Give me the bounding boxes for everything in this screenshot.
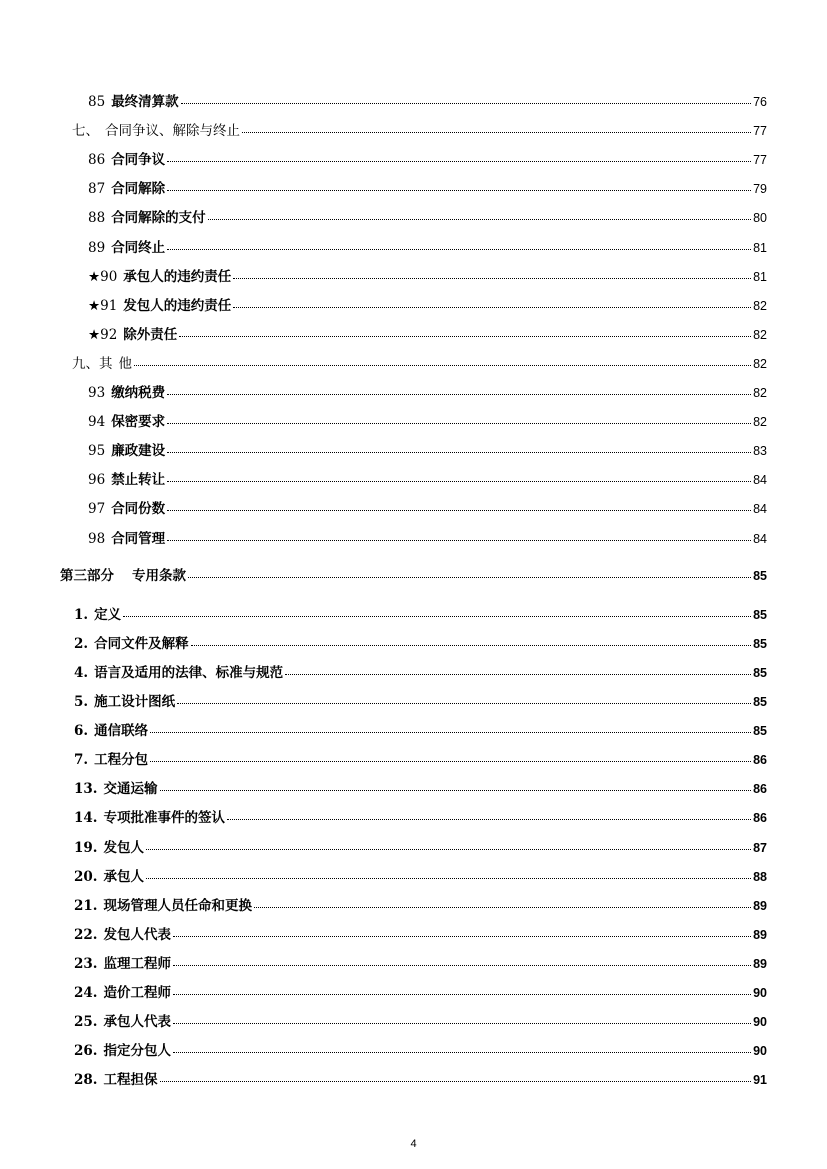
toc-entry[interactable] [88, 298, 767, 314]
toc-leader-dots [167, 394, 751, 395]
toc-entry-title: 除外责任 [123, 326, 178, 343]
toc-entry-label [88, 94, 179, 110]
toc-entry-page: 85 [753, 568, 767, 583]
toc-entry-number: 98 [88, 530, 106, 547]
toc-leader-dots [254, 907, 751, 908]
toc-entry[interactable] [88, 443, 767, 459]
toc-entry-page: 77 [753, 124, 767, 139]
toc-leader-dots [233, 278, 751, 279]
toc-entry-number: 5. [74, 694, 89, 710]
toc-entry-label [74, 1043, 171, 1059]
toc-entry-page: 84 [753, 531, 767, 546]
toc-entry-title: 合同解除 [111, 181, 166, 198]
toc-entry-title: 他 [118, 355, 132, 372]
toc-entry-page: 85 [753, 665, 767, 680]
toc-entry[interactable] [88, 181, 767, 197]
toc-entry-page: 82 [753, 356, 767, 371]
toc-entry-number: 26. [74, 1043, 98, 1060]
toc-leader-dots [146, 878, 751, 879]
toc-entry[interactable] [74, 723, 767, 739]
toc-entry-title: 指定分包人 [103, 1043, 171, 1060]
toc-leader-dots [167, 161, 751, 162]
toc-entry-page: 82 [753, 298, 767, 313]
toc-entry[interactable] [88, 269, 767, 285]
toc-leader-dots [160, 790, 752, 791]
toc-entry[interactable] [74, 665, 767, 681]
toc-entry-page: 85 [753, 607, 767, 622]
toc-entry-number: 95 [88, 443, 106, 460]
toc-entry-page: 89 [753, 898, 767, 913]
toc-entry-title: 施工设计图纸 [94, 694, 176, 710]
toc-entry[interactable] [60, 568, 767, 584]
toc-entry-page: 91 [753, 1073, 767, 1088]
toc-leader-dots [167, 452, 751, 453]
toc-leader-dots [167, 423, 751, 424]
toc-entry-page: 84 [753, 502, 767, 517]
toc-entry-page: 82 [753, 415, 767, 430]
toc-leader-dots [160, 1081, 752, 1082]
toc-entry[interactable] [74, 1072, 767, 1088]
toc-entry-title: 最终清算款 [111, 94, 179, 110]
toc-leader-dots [167, 481, 751, 482]
toc-leader-dots [285, 674, 751, 675]
toc-entry-title: 工程担保 [103, 1072, 158, 1089]
toc-entry-label [88, 501, 165, 517]
toc-entry-page: 81 [753, 269, 767, 284]
toc-entry-label [88, 152, 165, 168]
toc-leader-dots [173, 936, 751, 937]
toc-entry[interactable] [88, 472, 767, 488]
toc-entry-number: ★91 [88, 297, 118, 314]
toc-entry-title: 发包人的违约责任 [123, 297, 232, 314]
toc-entry-title: 合同解除的支付 [111, 210, 206, 227]
toc-entry[interactable] [74, 927, 767, 943]
toc-entry-page: 89 [753, 927, 767, 942]
toc-leader-dots [177, 703, 751, 704]
toc-entry-title: 通信联络 [94, 723, 149, 740]
toc-entry-number: 19. [74, 839, 98, 856]
toc-entry-number: 25. [74, 1014, 98, 1031]
toc-entry-title: 现场管理人员任命和更换 [103, 897, 252, 914]
toc-leader-dots [227, 819, 751, 820]
toc-entry-label [74, 810, 225, 826]
toc-entry[interactable] [72, 123, 767, 139]
toc-leader-dots [134, 365, 751, 366]
toc-entry-title: 承包人的违约责任 [123, 268, 232, 285]
toc-entry-title: 禁止转让 [111, 472, 166, 489]
toc-entry-page: 76 [753, 95, 767, 109]
toc-leader-dots [167, 510, 751, 511]
toc-entry-page: 85 [753, 724, 767, 739]
toc-entry-label [74, 1072, 158, 1088]
toc-entry-label [88, 472, 165, 488]
toc-entry-label [74, 607, 121, 623]
toc-entry-page: 88 [753, 869, 767, 884]
toc-entry-page: 83 [753, 444, 767, 459]
toc-entry-label [88, 385, 165, 401]
toc-entry-label [72, 356, 132, 372]
toc-entry-title: 缴纳税费 [111, 385, 166, 401]
toc-leader-dots [173, 1052, 751, 1053]
toc-entry-title: 发包人 [103, 839, 144, 856]
toc-entry-title: 合同终止 [111, 239, 166, 256]
toc-entry[interactable] [74, 1043, 767, 1059]
toc-entry-number: 24. [74, 985, 98, 1001]
toc-leader-dots [173, 1023, 751, 1024]
toc-leader-dots [167, 249, 751, 250]
toc-entry-page: 90 [753, 1044, 767, 1059]
toc-entry-number: 6. [74, 723, 89, 740]
toc-entry-title: 廉政建设 [111, 443, 166, 460]
toc-entry-title: 承包人代表 [103, 1014, 171, 1031]
toc-entry[interactable] [74, 636, 767, 652]
toc-entry-number: 93 [88, 385, 106, 401]
toc-entry-page: 87 [753, 840, 767, 855]
toc-entry[interactable] [72, 356, 767, 372]
toc-entry-title: 专项批准事件的签认 [103, 810, 225, 827]
toc-entry-label [88, 269, 231, 285]
toc-leader-dots [173, 965, 751, 966]
toc-entry[interactable] [74, 985, 767, 1001]
toc-entry-title: 造价工程师 [103, 985, 171, 1001]
toc-entry-number: 九、其 [72, 355, 113, 372]
toc-entry-number: 22. [74, 926, 98, 943]
toc-entry[interactable] [74, 956, 767, 972]
toc-entry[interactable] [74, 781, 767, 797]
toc-entry-page: 90 [753, 1015, 767, 1030]
toc-entry[interactable] [74, 898, 767, 914]
toc-entry[interactable] [74, 840, 767, 856]
toc-entry-number: 2. [74, 635, 89, 652]
toc-entry-label [88, 443, 165, 459]
toc-entry-number: 14. [74, 810, 98, 827]
toc-entry-title: 发包人代表 [103, 926, 171, 943]
toc-entry-number: 21. [74, 897, 98, 914]
toc-entry-number: 88 [88, 210, 106, 227]
toc-entry-label [60, 568, 186, 584]
toc-leader-dots [167, 540, 751, 541]
toc-leader-dots [173, 994, 751, 995]
toc-entry-label [74, 752, 148, 768]
toc-entry-page: 84 [753, 473, 767, 488]
toc-entry-page: 86 [753, 753, 767, 768]
toc-entry-title: 合同争议、解除与终止 [105, 123, 240, 140]
toc-entry-label [74, 956, 171, 972]
toc-entry-title: 承包人 [103, 868, 144, 885]
toc-entry-page: 77 [753, 153, 767, 168]
toc-entry-label [74, 694, 175, 710]
toc-entry-label [88, 240, 165, 256]
toc-entry-number: ★90 [88, 268, 118, 285]
toc-entry-page: 81 [753, 240, 767, 255]
toc-entry[interactable] [74, 694, 767, 710]
toc-leader-dots [181, 103, 751, 104]
toc-leader-dots [179, 336, 751, 337]
toc-entry-label [88, 210, 206, 226]
toc-entry-label [74, 636, 189, 652]
toc-entry-number: 1. [74, 606, 89, 623]
toc-leader-dots [208, 219, 751, 220]
toc-entry-page: 86 [753, 782, 767, 797]
toc-entry-page: 90 [753, 986, 767, 1000]
toc-entry-label [72, 123, 240, 139]
toc-entry-page: 86 [753, 811, 767, 826]
toc-entry-label [88, 298, 231, 314]
toc-entry[interactable] [74, 752, 767, 768]
toc-entry-page: 85 [753, 695, 767, 709]
toc-entry-title: 工程分包 [94, 752, 149, 769]
toc-entry[interactable] [88, 385, 767, 401]
toc-entry-number: 七、 [72, 123, 99, 140]
toc-entry-label [74, 985, 171, 1001]
toc-entry-number: 4. [74, 664, 89, 681]
toc-entry[interactable] [88, 327, 767, 343]
toc-entry-number: 97 [88, 501, 106, 518]
toc-leader-dots [123, 616, 751, 617]
toc-entry-title: 语言及适用的法律、标准与规范 [94, 664, 284, 681]
toc-entry-title: 保密要求 [111, 414, 166, 431]
toc-leader-dots [191, 645, 752, 646]
toc-entry-number: 87 [88, 181, 106, 198]
toc-entry-number: 89 [88, 239, 106, 256]
toc-entry-number: 20. [74, 868, 98, 885]
toc-entry-number: 28. [74, 1072, 98, 1089]
toc-entry-number: 第三部分 [60, 567, 114, 584]
toc-entry-page: 82 [753, 386, 767, 400]
toc-entry-title: 合同份数 [111, 501, 166, 518]
toc-leader-dots [167, 190, 751, 191]
toc-entry[interactable] [88, 414, 767, 430]
toc-entry-label [74, 781, 158, 797]
toc-entry-number: 85 [88, 94, 106, 110]
toc-entry-title: 专用条款 [132, 567, 186, 584]
toc-entry-number: 96 [88, 472, 106, 489]
toc-entry[interactable] [74, 869, 767, 885]
page-number: 4 [410, 1138, 417, 1150]
toc-entry-title: 交通运输 [103, 781, 158, 798]
toc-entry[interactable] [88, 501, 767, 517]
toc-leader-dots [242, 132, 751, 133]
toc-leader-dots [233, 307, 751, 308]
toc-entry-page: 85 [753, 636, 767, 651]
toc-entry-title: 监理工程师 [103, 955, 171, 972]
toc-entry-label [88, 327, 177, 343]
toc-entry-page: 80 [753, 211, 767, 226]
toc-leader-dots [150, 732, 751, 733]
toc-entry-label [74, 723, 148, 739]
toc-leader-dots [146, 849, 751, 850]
toc-entry[interactable] [88, 531, 767, 547]
toc-entry-number: 86 [88, 152, 106, 169]
toc-entry[interactable] [88, 94, 767, 110]
toc-entry-number: 13. [74, 781, 98, 798]
toc-entry[interactable] [74, 810, 767, 826]
toc-entry-number: 7. [74, 752, 89, 769]
toc-leader-dots [150, 761, 751, 762]
toc-entry[interactable] [74, 1014, 767, 1030]
toc-entry-page: 82 [753, 327, 767, 342]
toc-entry-label [74, 840, 144, 856]
toc-entry-title: 合同管理 [111, 530, 166, 547]
toc-entry-title: 合同争议 [111, 152, 166, 169]
toc-entry-page: 89 [753, 956, 767, 971]
toc-entry-title: 定义 [94, 606, 122, 623]
toc-entry-number: 94 [88, 414, 106, 431]
toc-entry-title: 合同文件及解释 [94, 635, 189, 652]
toc-entry-label [74, 898, 252, 914]
toc-entry-label [88, 531, 165, 547]
toc-entry-label [74, 869, 144, 885]
toc-entry-label [74, 665, 283, 681]
toc-entry-number: 23. [74, 955, 98, 972]
toc-entry[interactable] [88, 152, 767, 168]
toc-entry[interactable] [74, 607, 767, 623]
toc-leader-dots [188, 577, 751, 578]
toc-entry-label [74, 1014, 171, 1030]
toc-entry-number: ★92 [88, 326, 118, 343]
toc-entry-label [88, 414, 165, 430]
toc-entry[interactable] [88, 240, 767, 256]
toc-entry-label [74, 927, 171, 943]
toc-entry[interactable] [88, 210, 767, 226]
toc-entry-label [88, 181, 165, 197]
toc-entry-page: 79 [753, 182, 767, 197]
